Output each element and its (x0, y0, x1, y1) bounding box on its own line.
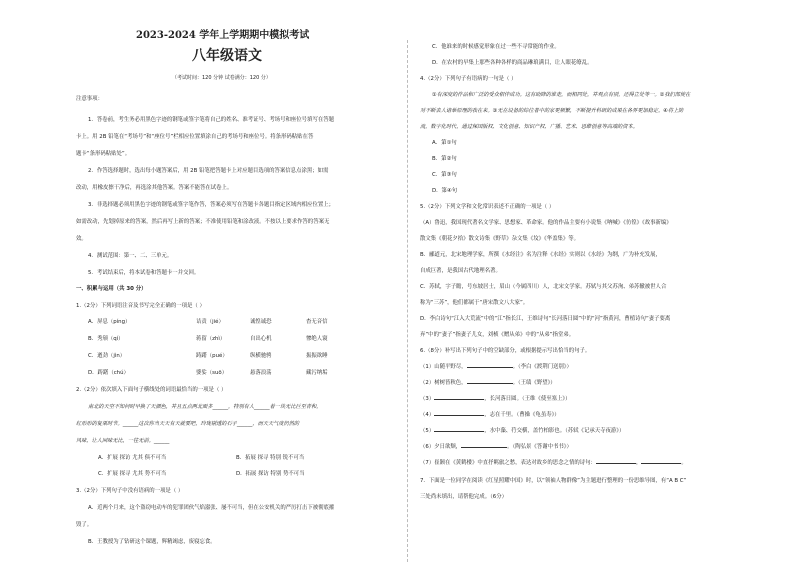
q3-option-b: B．王教授为了钻研这个课题，辉精竭虑，废寝忘食。 (88, 539, 216, 545)
answer-blank[interactable] (467, 383, 513, 384)
notes-title: 注意事项： (76, 96, 103, 102)
q6-item (420, 380, 556, 387)
q3-option-c: C．他谁来的时候感觉形象在过一些不寻常能的作业。 (432, 44, 560, 50)
q5-line: 自成巨著，是我国古代地理名著。 (420, 268, 501, 274)
exam-meta: （考试时间：120 分钟 试卷满分：120 分） (172, 75, 271, 81)
q6-item (420, 444, 572, 451)
q4-passage-line: ①有深度的作品和广泛的受众相伴成功。这有助降的谁走，而相同处，并观点有别，还得立处等一。②我们部使在 (432, 92, 691, 98)
note-line: 如需改动，先划掉原来的答案，然后再写上新的答案；不准使用铅笔和涂改液。不按以上要求作答的答案无 (76, 219, 330, 225)
q5-stem: 5.（2分）下列文学和文化常识表述不正确的一项是（ ） (420, 204, 555, 210)
note-line: 题卡“条形码粘贴处”。 (76, 151, 131, 157)
q1-option-c-4: 振振欲睡 (306, 353, 328, 359)
q1-option-c-3: 纵横驰骋 (250, 353, 272, 359)
q7-line: 7．下面是一位同学在阅读《红星照耀中国》时，以“领袖人物群像”为主题进行整理的一份思维导图，有“A B C” (420, 478, 687, 484)
q6-item-prefix: （2）树树皆秋色， (420, 380, 467, 386)
q4-passage-line: 对不断去人诸举原理的我在来。③无在设备的综位者中的家更频繁，不断提升科研的成果在各界更加稳定。④将上防 (420, 108, 684, 114)
q6-item-suffix: 。 (681, 460, 687, 466)
q6-item-suffix: 。（李白《渡荆门送别》） (512, 364, 572, 370)
q6-item-prefix: （4） (420, 412, 435, 418)
q2-passage-line: 南北的天空不知何时早换了天颜色，并且五点两北面多______，特别有人______着一块无比巨至青和， (88, 404, 322, 410)
answer-blank[interactable] (434, 431, 484, 432)
q5-line: 散文集《朝花夕拾》散文诗集《野草》杂文集《坟》《华盖集》等。 (420, 236, 580, 242)
q3-option-a-cont: 毁了。 (76, 522, 93, 528)
note-line: 改动，用橡皮擦干净后，再选涂其他答案。答案不能答在试卷上。 (76, 185, 233, 191)
q6-item-prefix: （5） (420, 428, 435, 434)
q6-item-prefix: （3） (420, 396, 435, 402)
q1-option-b-4: 惨绝人寰 (306, 336, 328, 342)
section-heading: 一、积累与运用（共 30 分） (76, 286, 147, 292)
q6-item-prefix: （1）山随平野尽， (420, 364, 467, 370)
q1-option-b-3: 自出心机 (250, 336, 272, 342)
q6-item-suffix: 。（王绩《野望》） (512, 380, 556, 386)
q1-option-a-3: 诚惶诚恐 (250, 319, 272, 325)
q2-option-a: A．扩展 探访 尤其 俱不可当 (98, 455, 167, 461)
q1-option-c: C．遒劲（jìn） (88, 353, 126, 359)
note-line: 2．作答选择题时，选出每小题答案后，用 2B 铅笔把答题卡上对应题目选项的答案信息点涂黑；如需 (88, 168, 329, 174)
answer-blank[interactable] (596, 463, 636, 464)
q1-option-b-2: 蒋留（zhì） (196, 336, 226, 342)
q1-option-d-4: 藏污纳垢 (306, 370, 328, 376)
q6-item-suffix: ，水中藻、荇交横，盖竹柏影也。（苏轼《记承天寺夜游》） (484, 428, 625, 434)
exam-title: 2023-2024 学年上学期期中模拟考试 (136, 30, 310, 41)
q4-option-d: D．第④句 (432, 188, 458, 194)
q5-line: 称为“三苏”，他们都属于“唐宋散文八大家”。 (420, 300, 529, 306)
q2-option-c: C．扩展 探寻 尤其 势不可当 (98, 471, 167, 477)
column-divider (407, 40, 408, 562)
subject-title: 八年级语文 (192, 48, 262, 64)
q4-passage-line: 流，数字化时代，通过保国版权、文化创意、知识产权、广播、艺术、思维创意等高端的资本。 (420, 124, 638, 130)
q6-item (420, 396, 570, 403)
q1-option-a: A．屏息（píng） (88, 319, 131, 325)
note-line: 5．考试结束后，将本试卷和答题卡一并交回。 (88, 270, 200, 276)
q7-line: 三处尚未填出，请帮他完成。（6分） (420, 494, 507, 500)
note-line: 效。 (76, 236, 87, 242)
q3-option-a: A．近两个月来，这个盗窃电动车的犯罪团伙气焰嚣张、屡不可当，但在公安机关的严厉打击下被彻底摧 (88, 505, 335, 511)
q1-option-c-2: 踌躇（pué） (196, 353, 228, 359)
q2-passage-line: 红形形的复果时节。______这次你当天天有天就要吧，玲珑剔透的石子______，而天天气度仍然的 (76, 421, 300, 427)
q6-item-suffix: 。（陶弘景《答谢中书书》） (507, 444, 572, 450)
q6-item (420, 412, 560, 419)
q1-option-d-3: 悬落浪荡 (250, 370, 272, 376)
q4-option-b: B．第②句 (432, 156, 457, 162)
q2-option-b: B．拓展 探寻 特别 锐不可当 (236, 455, 305, 461)
answer-blank[interactable] (641, 463, 681, 464)
q1-option-a-2: 诘责（jié） (196, 319, 224, 325)
q5-line: B．郦道元，北宋地理学家，所撰《水经注》名为注释《水经》实则以《水经》为纲，广为补充发展， (420, 252, 661, 258)
q5-line: （A）鲁迅，我国现代著名文学家、思想家、革命家。他的作品主要有小说集《呐喊》《彷徨》《故事新编》 (420, 220, 672, 226)
q2-stem: 2.（2分）依次填入下面句子横线处的词语最恰当的一项是（ ） (76, 387, 227, 393)
q4-stem: 4.（2分）下列句子有语病的一句是（ ） (420, 76, 517, 82)
q4-option-a: A．第①句 (432, 140, 457, 146)
q6-item-suffix: ，志在千里。（曹操《龟虽寿》） (484, 412, 560, 418)
q1-option-d: D．踌躇（chú） (88, 370, 129, 376)
q5-line: C．苏轼，字子瞻，号东坡居士，眉山（今属四川）人，北宋文学家。苏轼与其父苏洵、弟苏辙被世人合 (420, 284, 667, 290)
q6-item-suffix: ，长河落日圆。（王维《使至塞上》） (484, 396, 571, 402)
q2-passage-line: 风味，让人回味无比，一往无前。______ (76, 438, 170, 444)
note-line: 3．非选择题必须用黑色字迹的钢笔或签字笔作答，答案必须写在答题卡各题目指定区域内相应位置上； (88, 202, 335, 208)
answer-blank[interactable] (467, 367, 513, 368)
q4-option-c: C．第③句 (432, 172, 457, 178)
q5-line: 弃”中的“妻子”指妻子儿女，刘桢《赠从弟》中的“从弟”指堂弟。 (420, 332, 575, 338)
q2-option-d: D．拓展 探访 特别 势不可当 (236, 471, 305, 477)
q6-item-prefix: （6）夕日欲颓， (420, 444, 462, 450)
q6-stem: 6.（8分）补写出下列句子中的空缺部分，或根据提示写出恰当的句子。 (420, 348, 591, 354)
q3-stem: 3.（2分）下列句子中没有语病的一项是（ ） (76, 488, 184, 494)
q6-item (420, 428, 624, 435)
q3-option-d: D．在农村的早集上那些各种各样的商品琳琅满目，让人眼花缭乱。 (432, 60, 593, 66)
note-line: 卡上。用 2B 铅笔在“考场号”和“座位号”栏相应位置填涂自己的考场号和座位号。将条形码粘贴在答 (76, 134, 314, 140)
q1-stem: 1.（2分）下列词语注音及书写完全正确的一项是（ ） (76, 303, 205, 309)
answer-blank[interactable] (461, 447, 507, 448)
q1-option-a-4: 杳无音信 (306, 319, 328, 325)
q5-line: D．李白诗句“江入大荒流”中的“江”指长江，王维诗句“长河落日圆”中的“河”指黄河，曹植诗句“妻子要离 (420, 316, 671, 322)
q6-item: （7）崔颢在《黄鹤楼》中直抒羁旅之愁，表达对故乡的思念之情的诗句： ， 。 (420, 460, 687, 466)
note-line: 4．测试范围：第一、二、三单元。 (88, 253, 173, 259)
q6-item (420, 364, 572, 371)
note-line: 1．答卷前，考生务必用黑色字迹的钢笔或签字笔将自己的姓名、准考证号、考场号和座位号填写在答题 (88, 117, 335, 123)
answer-blank[interactable] (434, 399, 484, 400)
q6-item-prefix: （7）崔颢在《黄鹤楼》中直抒羁旅之愁，表达对故乡的思念之情的诗句： (420, 460, 596, 466)
q1-option-b: B．秀颀（qí） (88, 336, 124, 342)
q1-option-d-2: 婆娑（suō） (196, 370, 228, 376)
answer-blank[interactable] (434, 415, 484, 416)
